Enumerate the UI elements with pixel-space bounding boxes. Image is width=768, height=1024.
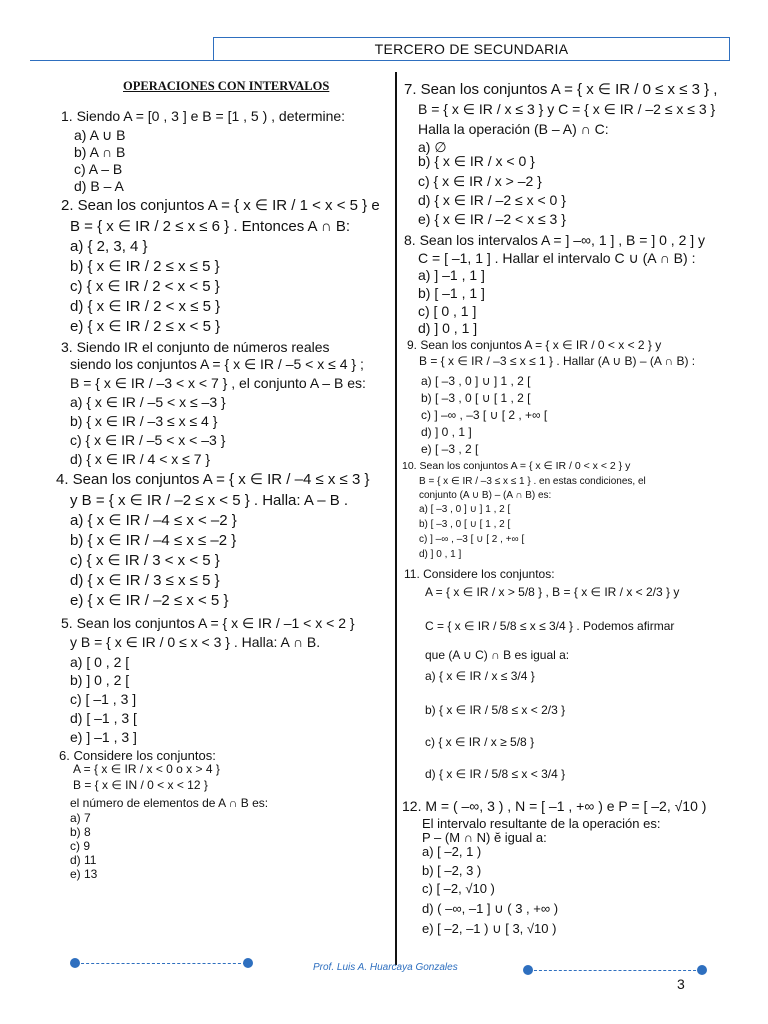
q11-set-c: C = { x ∈ IR / 5/8 ≤ x ≤ 3/4 } . Podemos afirmar bbox=[425, 619, 675, 633]
q6-option-a: a) 7 bbox=[70, 811, 91, 825]
footer-author: Prof. Luis A. Huarcaya Gonzales bbox=[313, 962, 458, 973]
q2-option-b: b) { x ∈ IR / 2 ≤ x ≤ 5 } bbox=[70, 258, 220, 275]
q7-option-a: a) ∅ bbox=[418, 139, 447, 155]
q1-option-a: a) A ∪ B bbox=[74, 127, 126, 143]
q10-option-d: d) ] 0 , 1 ] bbox=[419, 549, 462, 560]
q11-option-a: a) { x ∈ IR / x ≤ 3/4 } bbox=[425, 669, 535, 683]
q11-statement: 11. Considere los conjuntos: bbox=[404, 567, 555, 581]
q4-option-a: a) { x ∈ IR / –4 ≤ x < –2 } bbox=[70, 512, 237, 529]
q6-option-e: e) 13 bbox=[70, 867, 98, 881]
q5-option-b: b) ] 0 , 2 [ bbox=[70, 672, 130, 688]
q11-option-d: d) { x ∈ IR / 5/8 ≤ x < 3/4 } bbox=[425, 767, 566, 781]
q5-option-a: a) [ 0 , 2 [ bbox=[70, 654, 130, 670]
q8-option-d: d) ] 0 , 1 ] bbox=[418, 320, 478, 336]
q6-set-b: B = { x ∈ IN / 0 < x < 12 } bbox=[73, 778, 208, 792]
q7-statement-line1: 7. Sean los conjuntos A = { x ∈ IR / 0 ≤ x ≤ 3 } , bbox=[404, 81, 718, 98]
q6-option-c: c) 9 bbox=[70, 839, 91, 853]
right-column bbox=[397, 0, 768, 1024]
q10-statement-line3: conjunto (A ∪ B) – (A ∩ B) es: bbox=[419, 490, 552, 501]
q2-option-d: d) { x ∈ IR / 2 < x ≤ 5 } bbox=[70, 298, 221, 315]
q7-option-d: d) { x ∈ IR / –2 ≤ x < 0 } bbox=[418, 192, 566, 208]
q11-question: que (A ∪ C) ∩ B es igual a: bbox=[425, 648, 570, 662]
q9-option-e: e) [ –3 , 2 [ bbox=[421, 442, 479, 456]
page-number: 3 bbox=[677, 976, 685, 992]
q1-option-b: b) A ∩ B bbox=[74, 144, 126, 160]
q9-statement-line1: 9. Sean los conjuntos A = { x ∈ IR / 0 < x < 2 } y bbox=[407, 338, 662, 352]
q12-option-d: d) ( –∞, –1 ] ∪ ( 3 , +∞ ) bbox=[422, 901, 559, 916]
q11-sets-ab: A = { x ∈ IR / x > 5/8 } , B = { x ∈ IR / x < 2/3 } y bbox=[425, 585, 680, 599]
q4-option-c: c) { x ∈ IR / 3 < x < 5 } bbox=[70, 552, 220, 569]
q5-statement-line2: y B = { x ∈ IR / 0 ≤ x < 3 } . Halla: A ∩ B. bbox=[70, 634, 321, 650]
q9-option-a: a) [ –3 , 0 ] ∪ ] 1 , 2 [ bbox=[421, 374, 531, 388]
q10-statement-line2: B = { x ∈ IR / –3 ≤ x ≤ 1 } . en estas condiciones, el bbox=[419, 476, 646, 487]
q3-option-d: d) { x ∈ IR / 4 < x ≤ 7 } bbox=[70, 451, 211, 467]
q12-option-c: c) [ –2, √10 ) bbox=[422, 881, 495, 896]
q7-option-c: c) { x ∈ IR / x > –2 } bbox=[418, 173, 542, 189]
footer-left-dashes bbox=[76, 963, 246, 964]
q2-statement-line1: 2. Sean los conjuntos A = { x ∈ IR / 1 < x < 5 } e bbox=[61, 197, 380, 214]
q6-question: el número de elementos de A ∩ B es: bbox=[70, 796, 269, 810]
q3-option-c: c) { x ∈ IR / –5 < x < –3 } bbox=[70, 432, 226, 448]
page-header-title: TERCERO DE SECUNDARIA bbox=[374, 41, 569, 57]
q3-option-b: b) { x ∈ IR / –3 ≤ x ≤ 4 } bbox=[70, 413, 218, 429]
q7-statement-line2: B = { x ∈ IR / x ≤ 3 } y C = { x ∈ IR / –2 ≤ x ≤ 3 } bbox=[418, 101, 716, 117]
q5-statement-line1: 5. Sean los conjuntos A = { x ∈ IR / –1 < x < 2 } bbox=[61, 615, 355, 631]
q10-option-b: b) [ –3 , 0 [ ∪ [ 1 , 2 [ bbox=[419, 519, 511, 530]
q8-statement-line2: C = [ –1, 1 ] . Hallar el intervalo C ∪ (A ∩ B) : bbox=[418, 250, 696, 266]
q9-statement-line2: B = { x ∈ IR / –3 ≤ x ≤ 1 } . Hallar (A ∪ B) – (A ∩ B) : bbox=[419, 354, 696, 368]
q8-statement-line1: 8. Sean los intervalos A = ] –∞, 1 ] , B = ] 0 , 2 ] y bbox=[404, 232, 706, 248]
q1-statement: 1. Siendo A = [0 , 3 ] e B = [1 , 5 ) , determine: bbox=[61, 108, 346, 124]
q2-statement-line2: B = { x ∈ IR / 2 ≤ x ≤ 6 } . Entonces A ∩ B: bbox=[70, 218, 351, 235]
q4-option-e: e) { x ∈ IR / –2 ≤ x < 5 } bbox=[70, 592, 229, 609]
q11-option-b: b) { x ∈ IR / 5/8 ≤ x < 2/3 } bbox=[425, 703, 566, 717]
q4-statement-line1: 4. Sean los conjuntos A = { x ∈ IR / –4 ≤ x ≤ 3 } bbox=[56, 471, 370, 488]
q12-option-e: e) [ –2, –1 ) ∪ [ 3, √10 ) bbox=[422, 921, 557, 936]
q10-option-a: a) [ –3 , 0 ] ∪ ] 1 , 2 [ bbox=[419, 504, 511, 515]
q8-option-c: c) [ 0 , 1 ] bbox=[418, 303, 477, 319]
q12-statement-line1: 12. M = ( –∞, 3 ) , N = [ –1 , +∞ ) e P = [ –2, √10 ) bbox=[402, 798, 707, 814]
q12-option-b: b) [ –2, 3 ) bbox=[422, 863, 482, 878]
footer-right-dashes bbox=[529, 970, 701, 971]
q2-option-c: c) { x ∈ IR / 2 < x < 5 } bbox=[70, 278, 220, 295]
q10-statement-line1: 10. Sean los conjuntos A = { x ∈ IR / 0 < x < 2 } y bbox=[402, 460, 631, 472]
q6-option-b: b) 8 bbox=[70, 825, 91, 839]
q1-option-d: d) B – A bbox=[74, 178, 124, 194]
q10-option-c: c) ] –∞ , –3 [ ∪ [ 2 , +∞ [ bbox=[419, 534, 525, 545]
q6-option-d: d) 11 bbox=[70, 853, 97, 867]
q2-option-a: a) { 2, 3, 4 } bbox=[70, 238, 148, 255]
q12-statement-line3: P – (M ∩ N) ĕ igual a: bbox=[422, 830, 547, 845]
q7-option-e: e) { x ∈ IR / –2 < x ≤ 3 } bbox=[418, 211, 566, 227]
q11-option-c: c) { x ∈ IR / x ≥ 5/8 } bbox=[425, 735, 535, 749]
q8-option-b: b) [ –1 , 1 ] bbox=[418, 285, 485, 301]
q12-option-a: a) [ –2, 1 ) bbox=[422, 844, 482, 859]
q7-statement-line3: Halla la operación (B – A) ∩ C: bbox=[418, 121, 609, 137]
q3-statement-line3: B = { x ∈ IR / –3 < x < 7 } , el conjunto A – B es: bbox=[70, 375, 366, 391]
q5-option-d: d) [ –1 , 3 [ bbox=[70, 710, 137, 726]
q9-option-d: d) ] 0 , 1 ] bbox=[421, 425, 472, 439]
q9-option-b: b) [ –3 , 0 [ ∪ [ 1 , 2 [ bbox=[421, 391, 531, 405]
q4-statement-line2: y B = { x ∈ IR / –2 ≤ x < 5 } . Halla: A – B . bbox=[70, 492, 349, 509]
q3-statement-line2: siendo los conjuntos A = { x ∈ IR / –5 < x ≤ 4 } ; bbox=[70, 356, 364, 372]
q5-option-c: c) [ –1 , 3 ] bbox=[70, 691, 137, 707]
q4-option-d: d) { x ∈ IR / 3 ≤ x ≤ 5 } bbox=[70, 572, 220, 589]
footer-right-dot-end bbox=[697, 965, 707, 975]
q8-option-a: a) ] –1 , 1 ] bbox=[418, 267, 485, 283]
q4-option-b: b) { x ∈ IR / –4 ≤ x ≤ –2 } bbox=[70, 532, 237, 549]
footer-left-dot-end bbox=[243, 958, 253, 968]
q3-option-a: a) { x ∈ IR / –5 < x ≤ –3 } bbox=[70, 394, 226, 410]
section-title: OPERACIONES CON INTERVALOS bbox=[123, 79, 330, 93]
q6-set-a: A = { x ∈ IR / x < 0 o x > 4 } bbox=[73, 762, 220, 776]
q12-statement-line2: El intervalo resultante de la operación es: bbox=[422, 816, 661, 831]
q1-option-c: c) A – B bbox=[74, 161, 123, 177]
q2-option-e: e) { x ∈ IR / 2 ≤ x < 5 } bbox=[70, 318, 221, 335]
q7-option-b: b) { x ∈ IR / x < 0 } bbox=[418, 153, 535, 169]
q6-statement: 6. Considere los conjuntos: bbox=[59, 748, 216, 763]
q5-option-e: e) ] –1 , 3 ] bbox=[70, 729, 137, 745]
q9-option-c: c) ] –∞ , –3 [ ∪ [ 2 , +∞ [ bbox=[421, 408, 548, 422]
q3-statement-line1: 3. Siendo IR el conjunto de números reales bbox=[61, 339, 330, 355]
